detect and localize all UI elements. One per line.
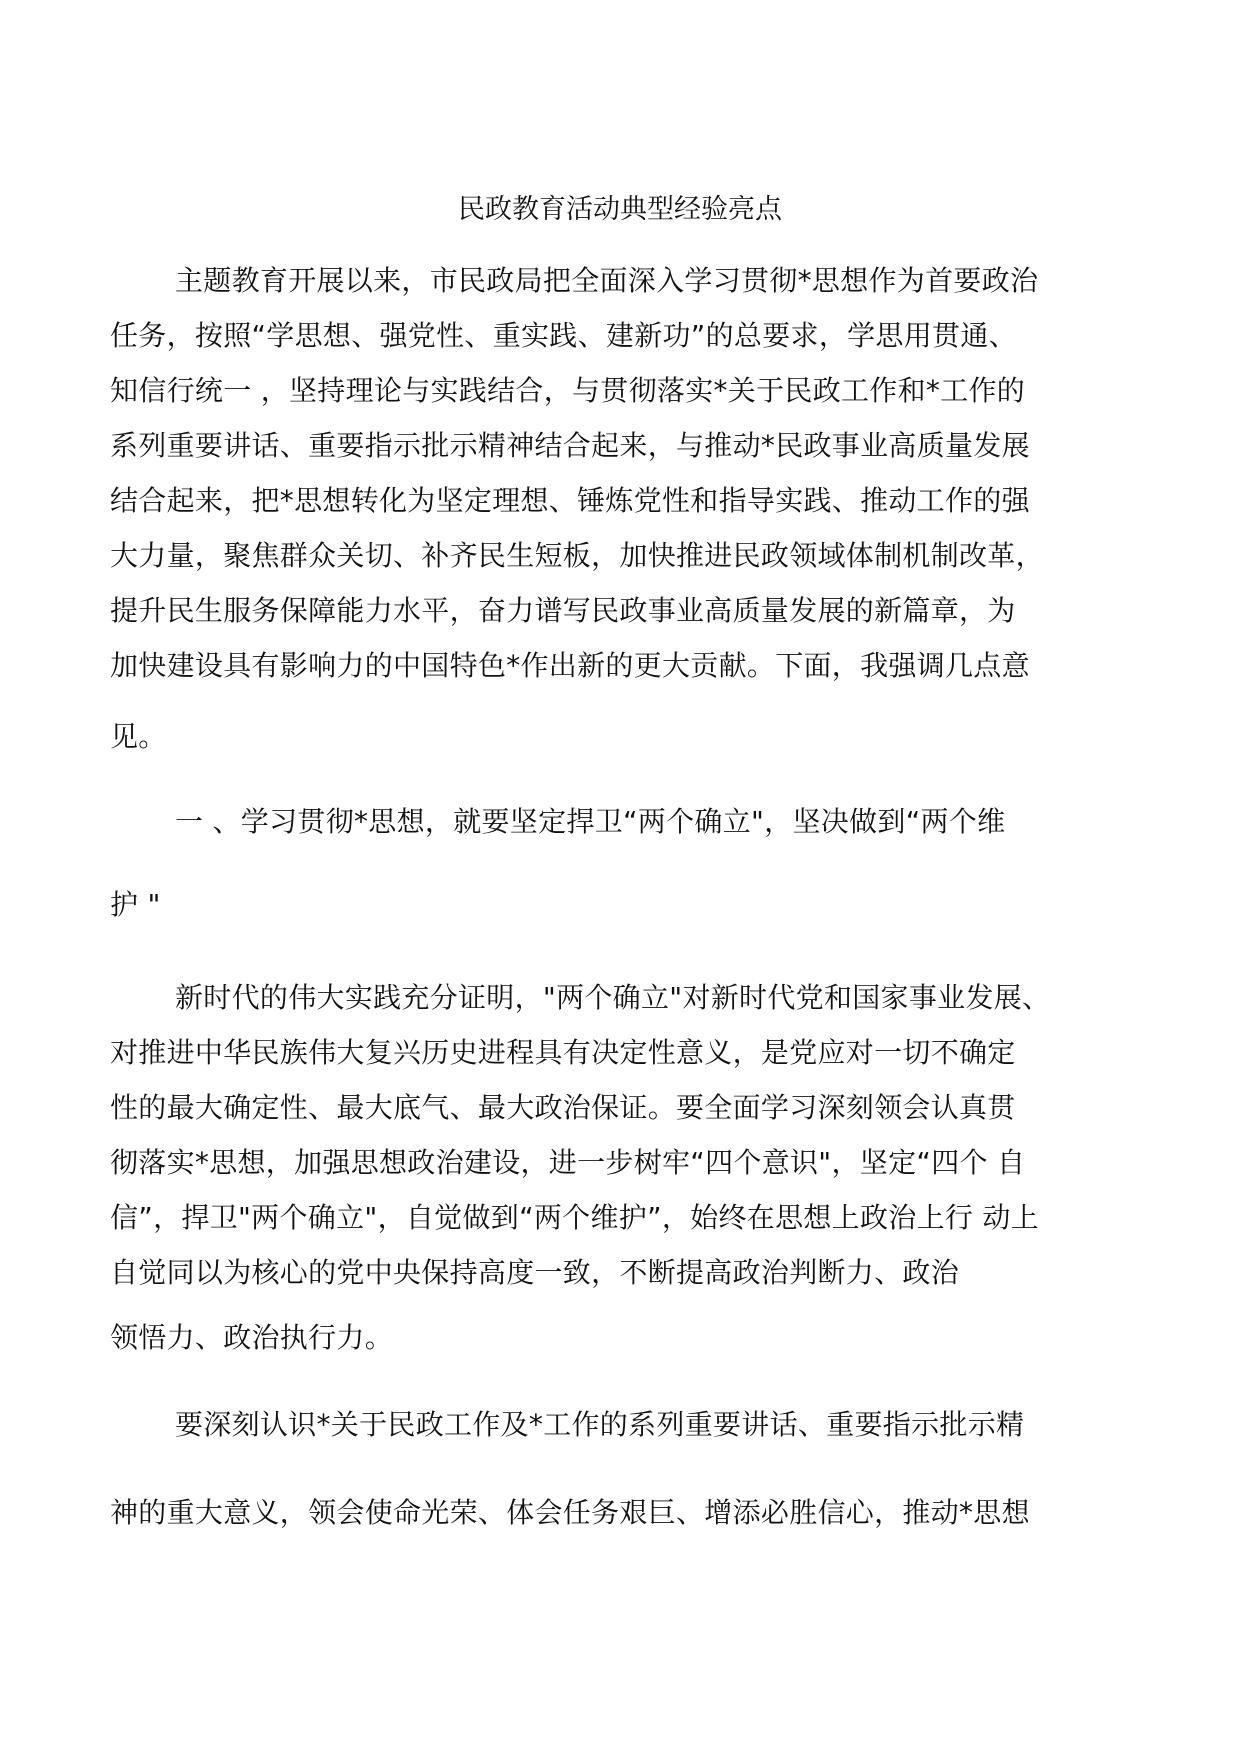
document-title: 民政教育活动典型经验亮点 [458,194,782,225]
body-line: 神的重大意义，领会使命光荣、体会任务艰巨、增添必胜信心，推动*思想 [110,1496,1030,1529]
body-line: 要深刻认识*关于民政工作及*工作的系列重要讲话、重要指示批示精 [175,1408,1025,1441]
body-line: 信”，捍卫"两个确立"，自觉做到“两个维护”，始终在思想上政治上行 动上 [110,1201,1039,1234]
body-line: 主题教育开展以来，市民政局把全面深入学习贯彻*思想作为首要政治 [175,264,1039,297]
body-line: 彻落实*思想，加强思想政治建设，进一步树牢“四个意识"，坚定“四个 自 [110,1146,1026,1179]
body-line: 结合起来，把*思想转化为坚定理想、锤炼党性和指导实践、推动工作的强 [110,484,1030,517]
body-line: 加快建设具有影响力的中国特色*作出新的更大贡献。下面，我强调几点意 [110,649,1030,682]
body-line: 自觉同以为核心的党中央保持高度一致，不断提高政治判断力、政治 [110,1256,960,1289]
body-line: 任务，按照“学思想、强党性、重实践、建新功”的总要求，学思用贯通、 [110,319,1017,352]
body-line: 对推进中华民族伟大复兴历史进程具有决定性意义，是党应对一切不确定 [110,1036,1016,1069]
body-line: 系列重要讲话、重要指示批示精神结合起来，与推动*民政事业高质量发展 [110,429,1030,462]
body-line: 见。 [110,720,167,753]
body-line: 新时代的伟大实践充分证明，"两个确立"对新时代党和国家事业发展、 [175,981,1051,1014]
section-heading-line: 一 、学习贯彻*思想，就要坚定捍卫“两个确立"，坚决做到“两个维 [175,805,1006,838]
body-line: 性的最大确定性、最大底气、最大政治保证。要全面学习深刻领会认真贯 [110,1091,1016,1124]
body-line: 提升民生服务保障能力水平，奋力谱写民政事业高质量发展的新篇章，为 [110,594,1016,627]
body-line: 领悟力、政治执行力。 [110,1321,394,1354]
body-line: 大力量，聚焦群众关切、补齐民生短板，加快推进民政领域体制机制改革， [110,539,1044,572]
body-line: 知信行统一 ，坚持理论与实践结合，与贯彻落实*关于民政工作和*工作的 [110,374,1026,407]
section-heading-line: 护 " [110,888,161,921]
